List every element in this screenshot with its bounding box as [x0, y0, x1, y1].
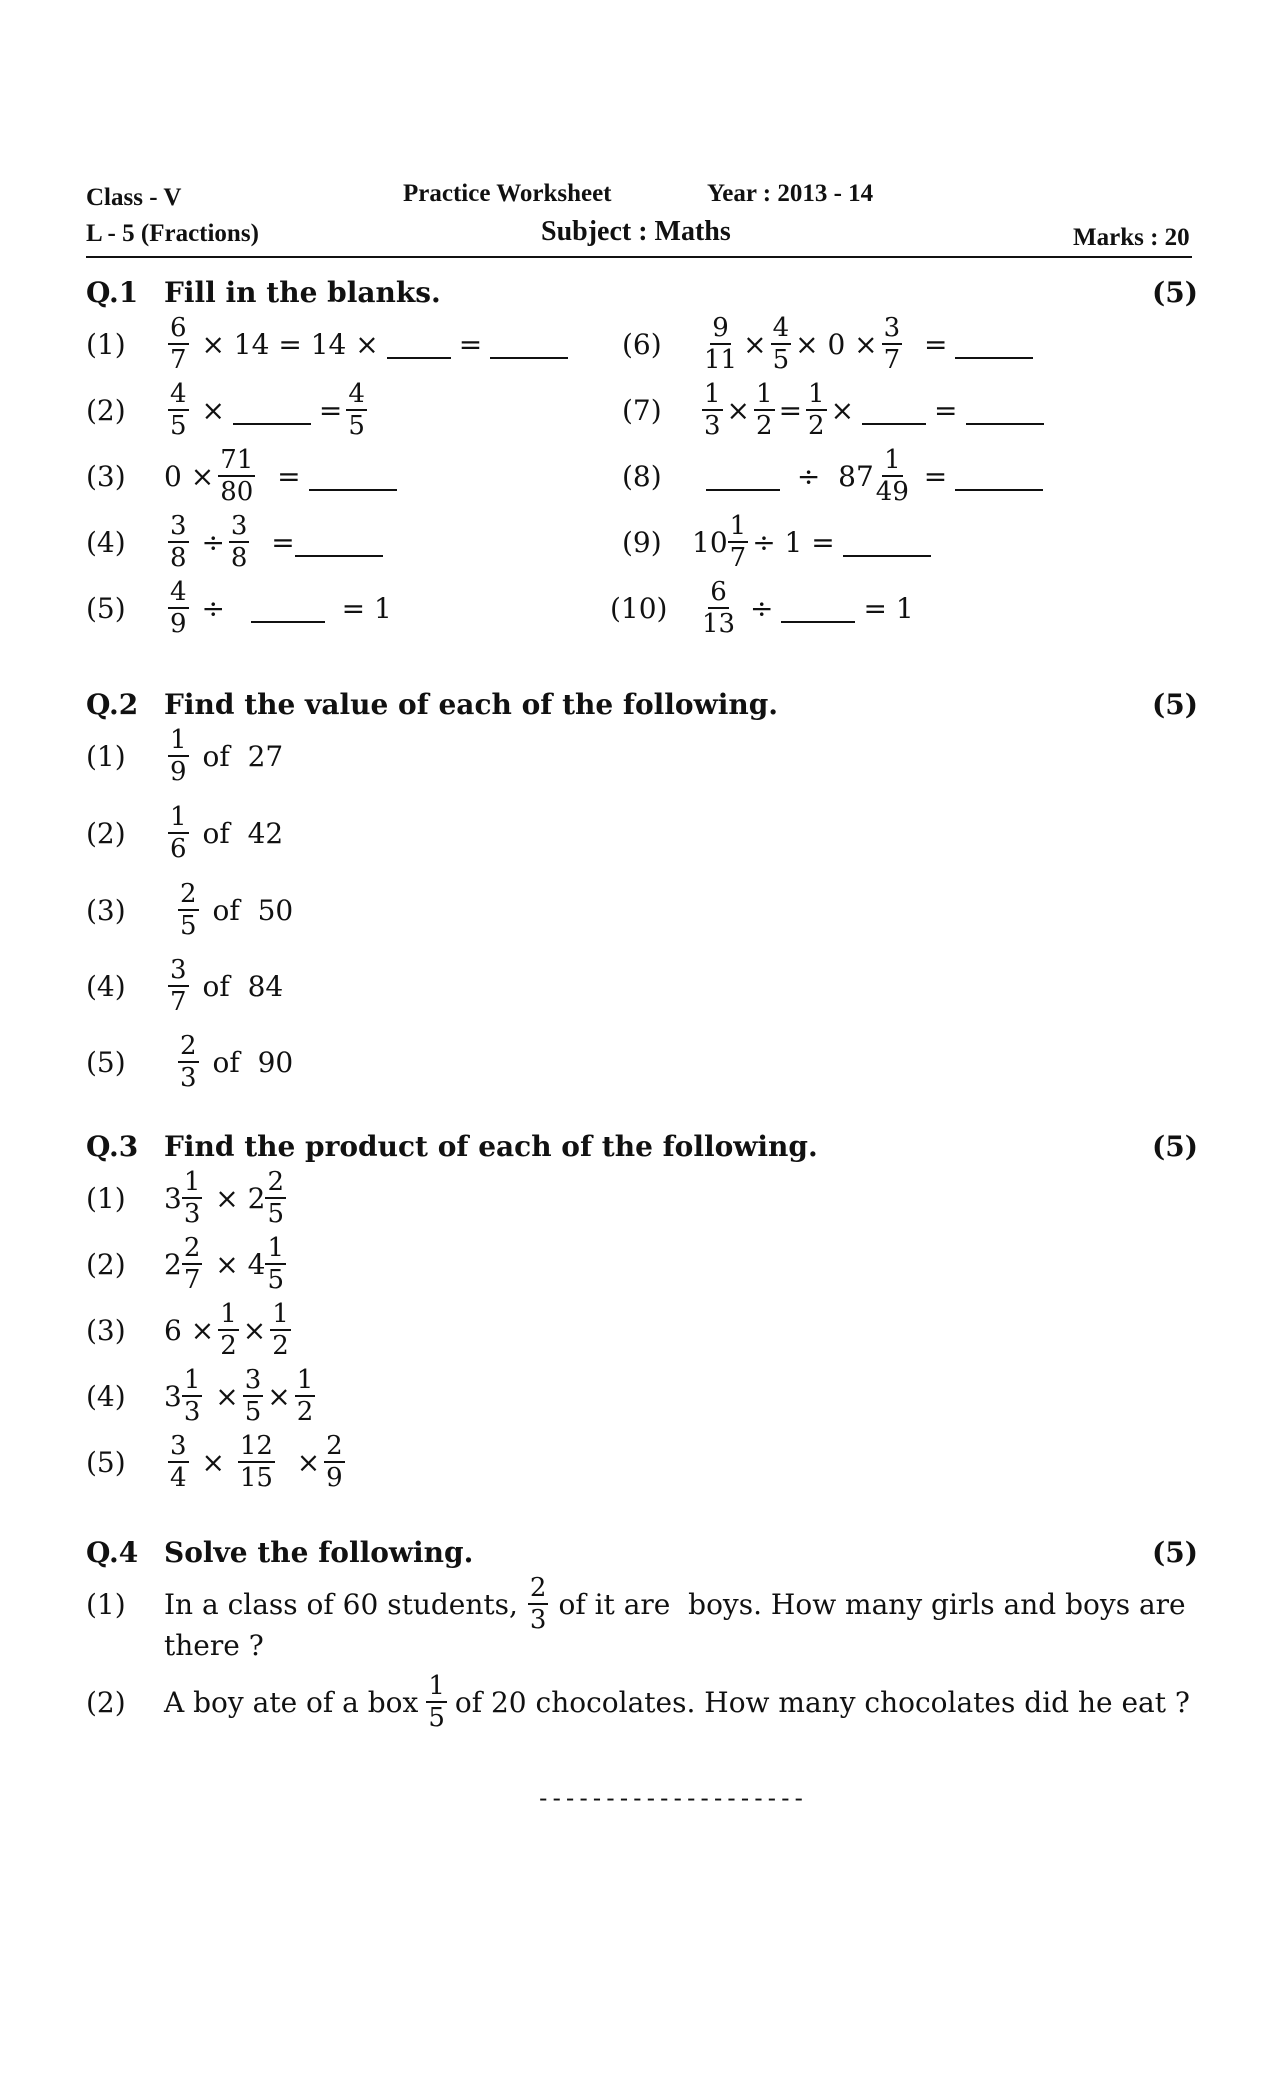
q2-marks: (5): [1152, 688, 1198, 721]
item-number: (9): [622, 525, 662, 559]
q1-item-10: (10) $\frac{6}{13}$ ÷ = 1: [610, 577, 914, 639]
lesson-label: L - 5 (Fractions): [86, 220, 259, 247]
q3-item-5: (5) $\frac{3}{4}$ × $\frac{12}{15}$ × $\frac{2}{9}$: [86, 1431, 343, 1493]
fraction: $\frac{4}{5}$: [170, 379, 187, 441]
answer-blank[interactable]: [251, 621, 325, 623]
item-number: (4): [86, 525, 126, 559]
fraction: $\frac{2}{7}$: [183, 1233, 201, 1295]
answer-blank[interactable]: [295, 555, 383, 557]
q3-item-2: (2) 2 $\frac{2}{7}$ × 4 $\frac{1}{5}$: [86, 1233, 284, 1295]
fraction: $\frac{2}{5}$: [267, 1167, 284, 1229]
item-number: (5): [86, 1445, 126, 1479]
fraction: $\frac{1}{7}$: [729, 511, 747, 573]
fraction: $\frac{1}{3}$: [183, 1365, 201, 1427]
footer-separator: --------------------: [536, 1784, 805, 1812]
q4-item-1: [86, 1573, 1186, 1635]
q2-title: Find the value of each of the following.: [164, 688, 779, 721]
fraction: $\frac{1}{5}$: [428, 1671, 445, 1733]
fraction: $\frac{12}{15}$: [239, 1431, 273, 1493]
q1-title: Fill in the blanks.: [164, 276, 441, 309]
q3-item-1: (1) 3 $\frac{1}{3}$ × 2 $\frac{2}{5}$: [86, 1167, 284, 1229]
answer-blank[interactable]: [955, 489, 1043, 491]
q4-item-2: [86, 1671, 1190, 1733]
item-number: (4): [86, 969, 126, 1003]
q1-item-8: (8) ÷ 87 $\frac{1}{49}$ =: [622, 448, 1051, 504]
item-number: (5): [86, 1045, 126, 1079]
fraction: $\frac{2}{9}$: [326, 1431, 343, 1493]
item-number: (3): [86, 459, 126, 493]
fraction: $\frac{1}{5}$: [267, 1233, 284, 1295]
fraction: $\frac{1}{2}$: [808, 379, 825, 441]
q1-item-3: (3) 0 × $\frac{71}{80}$ =: [86, 448, 405, 504]
answer-blank[interactable]: [843, 555, 931, 557]
fraction: $\frac{4}{9}$: [170, 577, 187, 639]
fraction: $\frac{3}{8}$: [230, 511, 248, 573]
q1-marks: (5): [1152, 276, 1198, 309]
q3-title: Find the product of each of the following.: [164, 1130, 818, 1163]
item-text: of 90: [212, 1045, 294, 1079]
q3-item-4: (4) 3 $\frac{1}{3}$ × $\frac{3}{5}$ × $\frac{1}{2}$: [86, 1365, 314, 1427]
fraction: $\frac{3}{7}$: [883, 313, 901, 375]
q2-label: Q.2: [86, 688, 139, 721]
fraction: $\frac{1}{2}$: [756, 379, 773, 441]
class-label: Class - V: [86, 184, 182, 211]
q1-label: Q.1: [86, 276, 139, 309]
item-number: (3): [86, 1313, 126, 1347]
item-number: (3): [86, 893, 126, 927]
item-number: (10): [610, 591, 668, 625]
item-text: In a class of 60 students,: [164, 1587, 518, 1621]
item-text: of 27: [202, 739, 284, 773]
header-divider: [86, 256, 1192, 258]
item-number: (2): [86, 393, 126, 427]
marks-label: Marks : 20: [1073, 224, 1190, 251]
q1-item-4: (4) $\frac{3}{8}$ ÷ $\frac{3}{8}$ =: [86, 514, 391, 570]
item-text: of 84: [202, 969, 284, 1003]
item-number: (4): [86, 1379, 126, 1413]
item-number: (1): [86, 1587, 126, 1621]
answer-blank[interactable]: [387, 357, 451, 359]
item-number: (7): [622, 393, 662, 427]
q2-item: [86, 802, 284, 864]
answer-blank[interactable]: [955, 357, 1033, 359]
fraction: $\frac{1}{2}$: [220, 1299, 237, 1361]
item-number: (1): [86, 739, 126, 773]
q1-item-1: (1) $\frac{6}{7}$ × 14 = 14 × =: [86, 316, 576, 372]
fraction: $\frac{6}{13}$: [702, 577, 736, 639]
subject-label: Subject : Maths: [541, 216, 731, 247]
item-number: (5): [86, 591, 126, 625]
item-text: of 20 chocolates. How many chocolates did he eat ?: [454, 1685, 1190, 1719]
fraction: $\frac{3}{5}$: [244, 1365, 262, 1427]
fraction: $\frac{1}{2}$: [272, 1299, 289, 1361]
item-number: (2): [86, 816, 126, 850]
item-number: (6): [622, 327, 662, 361]
fraction: $\frac{1}{9}$: [170, 725, 187, 787]
fraction: $\frac{71}{80}$: [220, 445, 254, 507]
fraction: $\frac{9}{11}$: [704, 313, 738, 375]
fraction: $\frac{1}{2}$: [296, 1365, 314, 1427]
q1-item-2: (2) $\frac{4}{5}$ × = $\frac{4}{5}$: [86, 379, 365, 441]
answer-blank[interactable]: [966, 423, 1044, 425]
fraction: $\frac{4}{5}$: [772, 313, 790, 375]
answer-blank[interactable]: [781, 621, 855, 623]
fraction: $\frac{6}{7}$: [170, 313, 187, 375]
item-text: of 50: [212, 893, 294, 927]
item-text: A boy ate of a box: [164, 1685, 419, 1719]
q2-item: [86, 1031, 294, 1093]
item-number: (2): [86, 1247, 126, 1281]
q1-item-9: (9) 10 $\frac{1}{7}$ ÷ 1 =: [622, 514, 939, 570]
fraction: $\frac{2}{3}$: [529, 1573, 547, 1635]
fraction: $\frac{3}{4}$: [170, 1431, 187, 1493]
fraction: $\frac{2}{5}$: [180, 879, 197, 941]
answer-blank[interactable]: [706, 489, 780, 491]
item-text: of it are boys. How many girls and boys are: [558, 1587, 1186, 1621]
q4-item-1-continuation: there ?: [164, 1629, 264, 1662]
q3-marks: (5): [1152, 1130, 1198, 1163]
q4-title: Solve the following.: [164, 1536, 474, 1569]
answer-blank[interactable]: [233, 423, 311, 425]
fraction: $\frac{1}{3}$: [183, 1167, 201, 1229]
q1-item-7: (7) $\frac{1}{3}$ × $\frac{1}{2}$ = $\frac{1}{2}$ × =: [622, 382, 1052, 438]
fraction: $\frac{1}{3}$: [704, 379, 721, 441]
q3-item-3: (3) 6 × $\frac{1}{2}$ × $\frac{1}{2}$: [86, 1299, 289, 1361]
q2-item: [86, 725, 284, 787]
q4-label: Q.4: [86, 1536, 139, 1569]
q1-item-5: (5) $\frac{4}{9}$ ÷ = 1: [86, 577, 392, 639]
fraction: $\frac{2}{3}$: [180, 1031, 197, 1093]
answer-blank[interactable]: [309, 489, 397, 491]
q4-marks: (5): [1152, 1536, 1198, 1569]
q2-item: [86, 879, 294, 941]
worksheet-title: Practice Worksheet: [403, 180, 612, 207]
year-label: Year : 2013 - 14: [707, 180, 874, 207]
item-number: (1): [86, 1181, 126, 1215]
q2-item: [86, 955, 284, 1017]
answer-blank[interactable]: [490, 357, 568, 359]
q3-label: Q.3: [86, 1130, 139, 1163]
fraction: $\frac{1}{49}$: [875, 445, 909, 507]
q1-item-6: (6) $\frac{9}{11}$ × $\frac{4}{5}$ × 0 × $\frac{3}{7}$ =: [622, 316, 1041, 372]
fraction: $\frac{1}{6}$: [170, 802, 187, 864]
item-number: (8): [622, 459, 662, 493]
answer-blank[interactable]: [862, 423, 926, 425]
item-number: (1): [86, 327, 126, 361]
fraction: $\frac{3}{8}$: [170, 511, 187, 573]
item-text: of 42: [202, 816, 284, 850]
item-number: (2): [86, 1685, 126, 1719]
fraction: $\frac{4}{5}$: [348, 379, 365, 441]
fraction: $\frac{3}{7}$: [170, 955, 187, 1017]
